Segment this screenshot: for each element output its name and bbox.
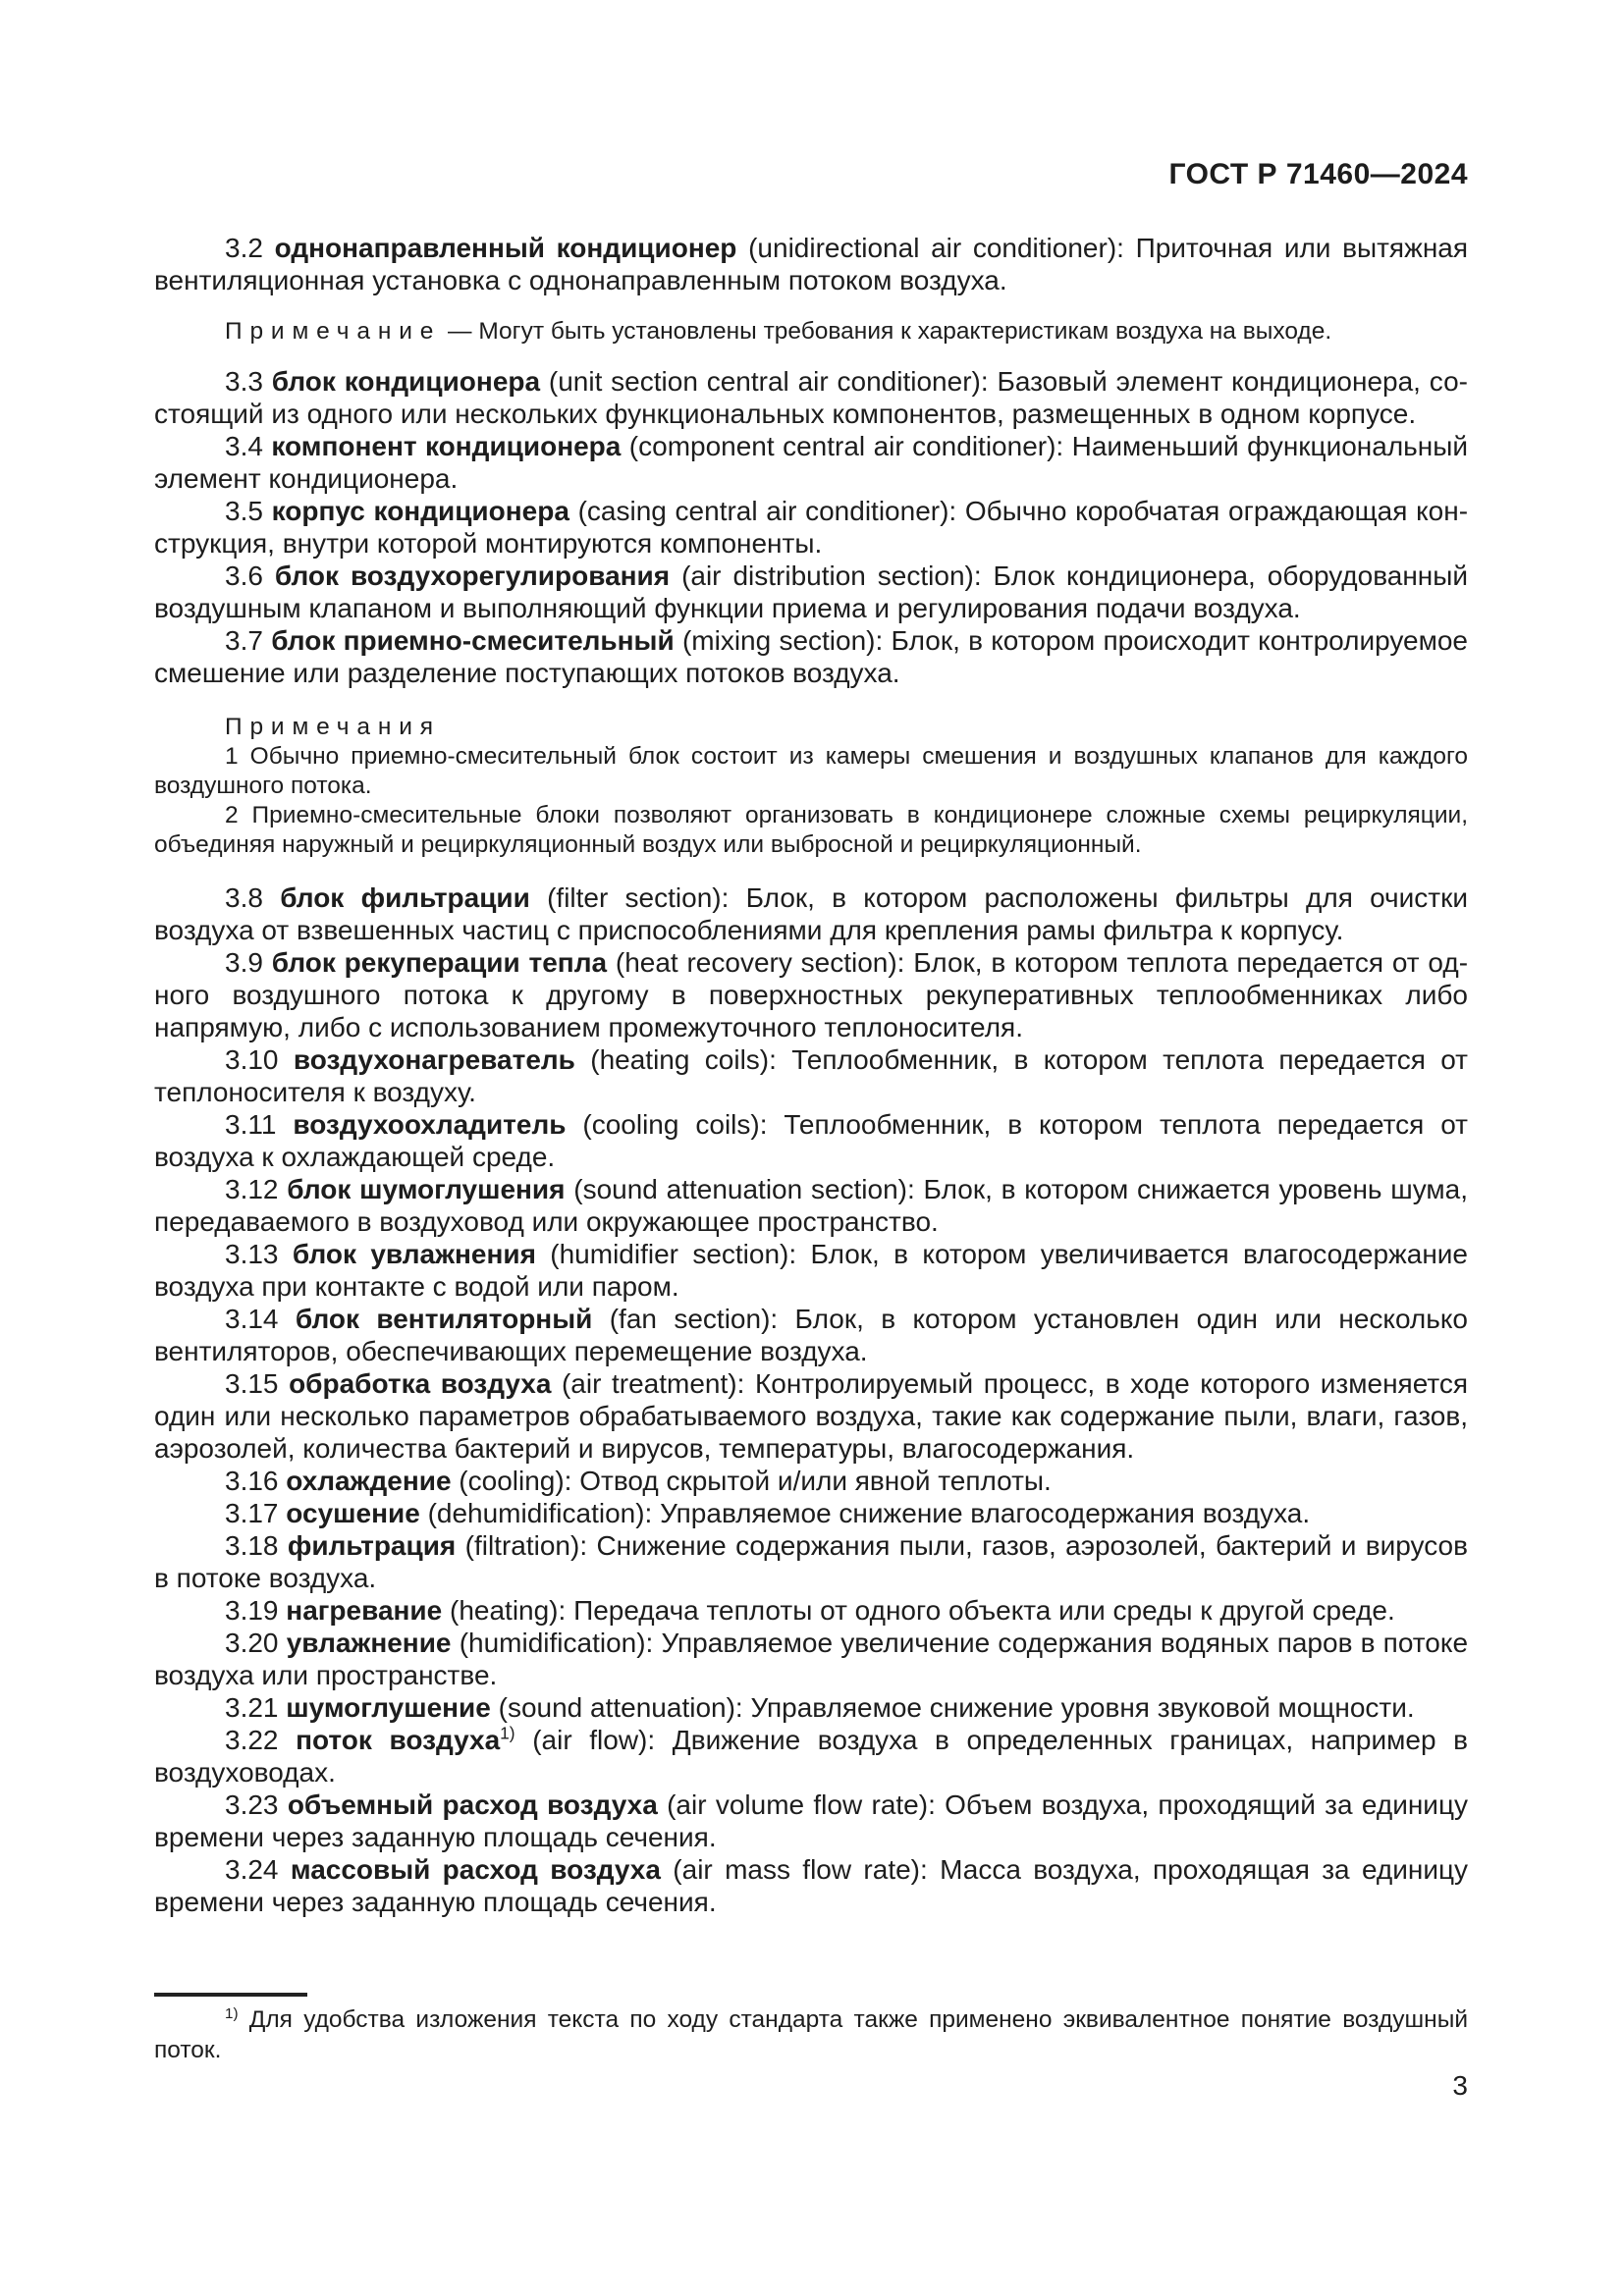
term-definition: (mixing section): Блок, в котором происходит контролируемое смешение или разделение поступающих потоков воздуха.	[154, 625, 1469, 688]
term-definition: (air flow): Движение воздуха в определенных границах, например в воздуховодах.	[154, 1725, 1469, 1788]
term-definition: (humidifier section): Блок, в котором увеличивается влагосодержание воздуха при контакте с водой или паром.	[154, 1239, 1468, 1302]
term-title: поток воздуха	[296, 1725, 501, 1755]
term-number: 3.23	[225, 1789, 279, 1820]
term-definition: (component central air conditioner): Наименьший функциональный элемент кондиционера.	[154, 431, 1468, 494]
term-number: 3.13	[225, 1239, 279, 1269]
term-title: блок шумоглушения	[287, 1174, 566, 1204]
note-item-1	[154, 742, 1468, 801]
term-number: 3.14	[225, 1304, 279, 1334]
footnote-text	[154, 2004, 1468, 2065]
term-paragraph-3-22	[154, 1724, 1468, 1789]
term-title: шумоглушение	[286, 1692, 491, 1723]
term-definition: (heating): Передача теплоты от одного объекта или среды к другой среде.	[450, 1595, 1395, 1626]
term-paragraph-3-15	[154, 1367, 1468, 1465]
term-definition: (cooling): Отвод скрытой и/или явной теплоты.	[459, 1466, 1052, 1496]
term-paragraph-3-9	[154, 946, 1468, 1043]
term-definition: (air volume flow rate): Объем воздуха, проходящий за единицу времени через заданную площадь сечения.	[154, 1789, 1468, 1852]
term-title: блок рекуперации тепла	[271, 947, 608, 978]
term-paragraph-3-4	[154, 430, 1468, 495]
note-item-text: Приемно-смесительные блоки позволяют организовать в кондиционере сложные схемы рециркуляции, объединяя наружный и рециркуляционный воздух или выбросной и рециркуляционный.	[154, 802, 1469, 858]
term-title: блок фильтрации	[280, 882, 530, 913]
term-title: блок вентиляторный	[295, 1304, 593, 1334]
term-paragraph-3-23	[154, 1789, 1468, 1853]
term-number: 3.3	[225, 366, 263, 397]
page-number: 3	[1452, 2070, 1468, 2101]
term-title: охлаждение	[286, 1466, 452, 1496]
term-title: обработка воздуха	[289, 1368, 552, 1399]
term-title: блок приемно-смесительный	[271, 625, 675, 656]
term-title: фильтрация	[287, 1530, 457, 1561]
term-number: 3.24	[225, 1854, 279, 1885]
term-definition: (air treatment): Контролируемый процесс, в ходе которого изменяется один или несколько параметров обрабатываемого воздуха, такие как содержание пыли, влаги, газов, аэрозолей, количества бактерий и вирусов, температуры, влагосодержания.	[154, 1368, 1469, 1464]
term-title: осушение	[286, 1498, 420, 1528]
term-definition: (unidirectional air conditioner): Приточная или вытяжная вентиляционная установка с однонаправленным потоком воздуха.	[154, 233, 1469, 295]
footnote-marker: 1)	[225, 2004, 239, 2022]
term-paragraph-3-21	[154, 1691, 1468, 1724]
content-column	[154, 0, 1468, 1918]
note-item-2	[154, 801, 1468, 860]
term-number: 3.16	[225, 1466, 279, 1496]
term-title: воздухонагреватель	[293, 1044, 575, 1075]
document-code: ГОСТ Р 71460—2024	[1168, 158, 1468, 190]
term-title: блок кондиционера	[271, 366, 541, 397]
term-paragraph-3-10	[154, 1043, 1468, 1108]
term-number: 3.19	[225, 1595, 279, 1626]
term-title: нагревание	[286, 1595, 443, 1626]
note-after-3-2	[154, 317, 1468, 347]
note-item-text: Обычно приемно-смесительный блок состоит из камеры смешения и воздушных клапанов для каждого воздушного потока.	[154, 743, 1468, 799]
term-definition: (air mass flow rate): Масса воздуха, проходящая за единицу времени через заданную площадь сечения.	[154, 1854, 1469, 1917]
note-label: Примечание	[225, 318, 442, 345]
term-definition: (air distribution section): Блок кондиционера, оборудованный воздушным клапаном и выполняющий функции приема и регулирования подачи воздуха.	[154, 561, 1469, 623]
term-paragraph-3-8	[154, 881, 1468, 946]
term-paragraph-3-18	[154, 1529, 1468, 1594]
term-title: объемный расход воздуха	[287, 1789, 658, 1820]
term-paragraph-3-19	[154, 1594, 1468, 1627]
term-definition: (heat recovery section): Блок, в котором теплота передается от одного воздушного потока к другому в поверхностных рекуперативных теплообменниках либо напрямую, либо с использованием промежуточного теплоносителя.	[154, 947, 1469, 1042]
term-paragraph-3-5	[154, 495, 1468, 560]
term-number: 3.2	[225, 233, 263, 263]
term-definition: (casing central air conditioner): Обычно коробчатая ограждающая конструкция, внутри которой монтируются компоненты.	[154, 496, 1469, 559]
notes-heading-label: Примечания	[225, 714, 441, 740]
term-number: 3.11	[225, 1109, 277, 1140]
term-paragraph-3-16	[154, 1465, 1468, 1497]
term-definition: (filter section): Блок, в котором расположены фильтры для очистки воздуха от взвешенных частиц с приспособлениями для крепления рамы фильтра к корпусу.	[154, 882, 1469, 945]
term-paragraph-3-13	[154, 1238, 1468, 1303]
footnote-body: Для удобства изложения текста по ходу стандарта также применено эквивалентное понятие воздушный поток.	[154, 2006, 1468, 2063]
term-paragraph-3-20	[154, 1627, 1468, 1691]
note-item-number: 2	[225, 802, 239, 828]
term-paragraph-3-6	[154, 560, 1468, 624]
term-paragraph-3-24	[154, 1853, 1468, 1918]
term-title: однонаправленный кондиционер	[274, 233, 737, 263]
term-title: массовый расход воздуха	[290, 1854, 661, 1885]
notes-heading	[154, 713, 1468, 742]
term-definition: (heating coils): Теплообменник, в котором теплота передается от теплоносителя к воздуху.	[154, 1044, 1468, 1107]
footnote-separator-rule	[154, 1993, 307, 1997]
note-text: — Могут быть установлены требования к характеристикам воздуха на выходе.	[448, 318, 1332, 345]
term-number: 3.18	[225, 1530, 279, 1561]
term-paragraph-3-2	[154, 232, 1468, 296]
term-title: блок увлажнения	[292, 1239, 536, 1269]
term-number: 3.9	[225, 947, 263, 978]
term-paragraph-3-12	[154, 1173, 1468, 1238]
term-definition: (unit section central air conditioner): Базовый элемент кондиционера, состоящий из одного или нескольких функциональных компонентов, размещенных в одном корпусе.	[154, 366, 1468, 429]
term-paragraph-3-3	[154, 365, 1468, 430]
term-title: увлажнение	[286, 1628, 452, 1658]
term-number: 3.7	[225, 625, 263, 656]
term-paragraph-3-14	[154, 1303, 1468, 1367]
term-definition: (cooling coils): Теплообменник, в котором теплота передается от воздуха к охлаждающей среде.	[154, 1109, 1468, 1172]
terms-section	[154, 232, 1468, 1918]
term-paragraph-3-11	[154, 1108, 1468, 1173]
notes-after-3-7	[154, 713, 1468, 860]
term-title: корпус кондиционера	[271, 496, 569, 526]
term-number: 3.15	[225, 1368, 279, 1399]
term-definition: (sound attenuation section): Блок, в котором снижается уровень шума, передаваемого в воздуховод или окружающее пространство.	[154, 1174, 1469, 1237]
term-number: 3.21	[225, 1692, 279, 1723]
term-definition: (sound attenuation): Управляемое снижение уровня звуковой мощности.	[498, 1692, 1415, 1723]
term-number: 3.22	[225, 1725, 279, 1755]
term-number: 3.20	[225, 1628, 279, 1658]
note-item-number: 1	[225, 743, 239, 770]
term-title: воздухоохладитель	[293, 1109, 567, 1140]
term-paragraph-3-17	[154, 1497, 1468, 1529]
term-definition: (fan section): Блок, в котором установлен один или несколько вентиляторов, обеспечивающих перемещение воздуха.	[154, 1304, 1468, 1366]
term-number: 3.17	[225, 1498, 279, 1528]
term-definition: (humidification): Управляемое увеличение содержания водяных паров в потоке воздуха или пространстве.	[154, 1628, 1469, 1690]
term-definition: (filtration): Снижение содержания пыли, газов, аэрозолей, бактерий и вирусов в потоке воздуха.	[154, 1530, 1469, 1593]
term-title: блок воздухорегулирования	[274, 561, 671, 591]
term-number: 3.4	[225, 431, 263, 461]
footnote-area	[154, 1993, 1468, 2065]
term-title: компонент кондиционера	[271, 431, 622, 461]
footnote-reference-marker: 1)	[500, 1723, 515, 1743]
term-number: 3.6	[225, 561, 263, 591]
term-number: 3.5	[225, 496, 263, 526]
term-paragraph-3-7	[154, 624, 1468, 689]
term-definition: (dehumidification): Управляемое снижение влагосодержания воздуха.	[427, 1498, 1311, 1528]
term-number: 3.8	[225, 882, 263, 913]
term-number: 3.12	[225, 1174, 279, 1204]
term-number: 3.10	[225, 1044, 279, 1075]
